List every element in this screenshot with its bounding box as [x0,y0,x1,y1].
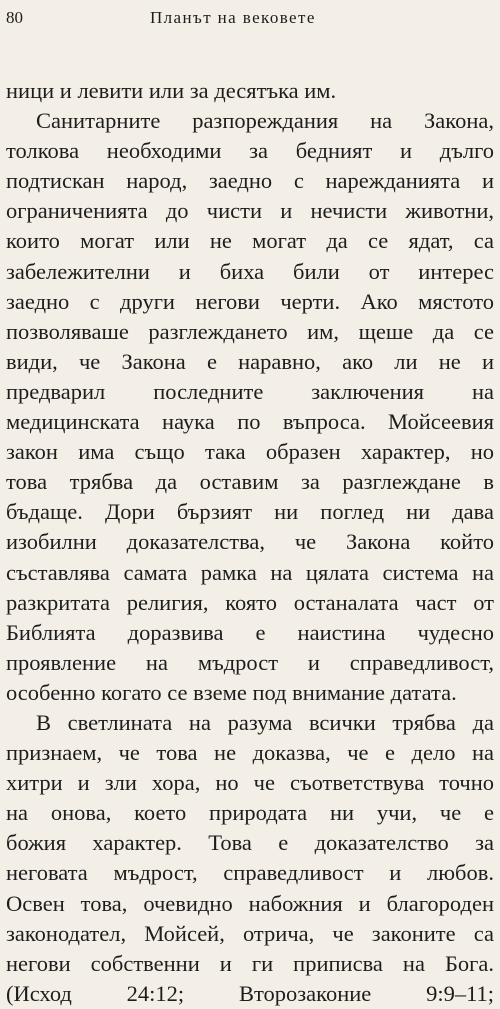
text-line: неговата мъдрост, справедливост и любов. [6,860,494,886]
text-line: бъдаще. Дори бързият ни поглед ни дава [6,499,494,525]
text-line: подтискан народ, заедно с нарежданията и [6,168,494,194]
text-line: предварил последните заключения на [6,378,494,404]
text-line: Библията доразвива е наистина чудесно [6,619,494,645]
page-number: 80 [6,8,23,27]
text-line: проявление на мъдрост и справедливост, [6,649,494,675]
text-line: признаем, че това не доказва, че е дело на [6,740,494,766]
text-line: хитри и зли хора, но че съответствува точно [6,770,494,796]
text-line: (Исход 24:12; Второзаконие 9:9–11; [6,980,494,1006]
body-text [6,76,494,1009]
text-line: В светлината на разума всички трябва да [36,709,494,735]
text-line: заедно с други негови черти. Ако мястото [6,288,494,314]
text-line: Санитарните разпореждания на Закона, [36,108,494,134]
text-line: които могат или не могат да се ядат, са [6,228,494,254]
text-line: това трябва да оставим за разглеждане в [6,469,494,495]
text-line: законодател, Мойсей, отрича, че законите са [6,920,494,946]
paragraph [6,106,494,708]
text-line: разкритата религия, която останалата част от [6,589,494,615]
page-header [0,8,500,32]
text-line: закон има също така образен характер, но [6,439,494,465]
paragraph [6,708,494,1009]
text-line: съставлява самата рамка на цялата система на [6,559,494,585]
text-line: изобилни доказателства, че Закона който [6,529,494,555]
text-line: особенно когато се вземе под внимание датата. [6,679,457,705]
text-line: забележителни и биха били от интерес [6,258,494,284]
text-line: ограниченията до чисти и нечисти животни, [6,198,494,224]
text-line: на онова, което природата ни учи, че е [6,800,494,826]
text-line: позволяваше разглеждането им, щеше да се [6,318,494,344]
text-line: божия характер. Това е доказателство за [6,830,494,856]
text-line: медицинската наука по въпроса. Мойсеевия [6,409,494,435]
text-line: ници и левити или за десятъка им. [6,78,337,103]
text-line: Освен това, очевидно набожния и благороден [6,890,494,916]
paragraph [6,76,494,106]
text-line: толкова необходими за бедният и дълго [6,138,494,164]
text-line: види, че Закона е наравно, ако ли не и [6,348,494,374]
text-line: негови собственни и ги приписва на Бога. [6,950,494,976]
running-title: Планът на вековете [150,8,316,27]
